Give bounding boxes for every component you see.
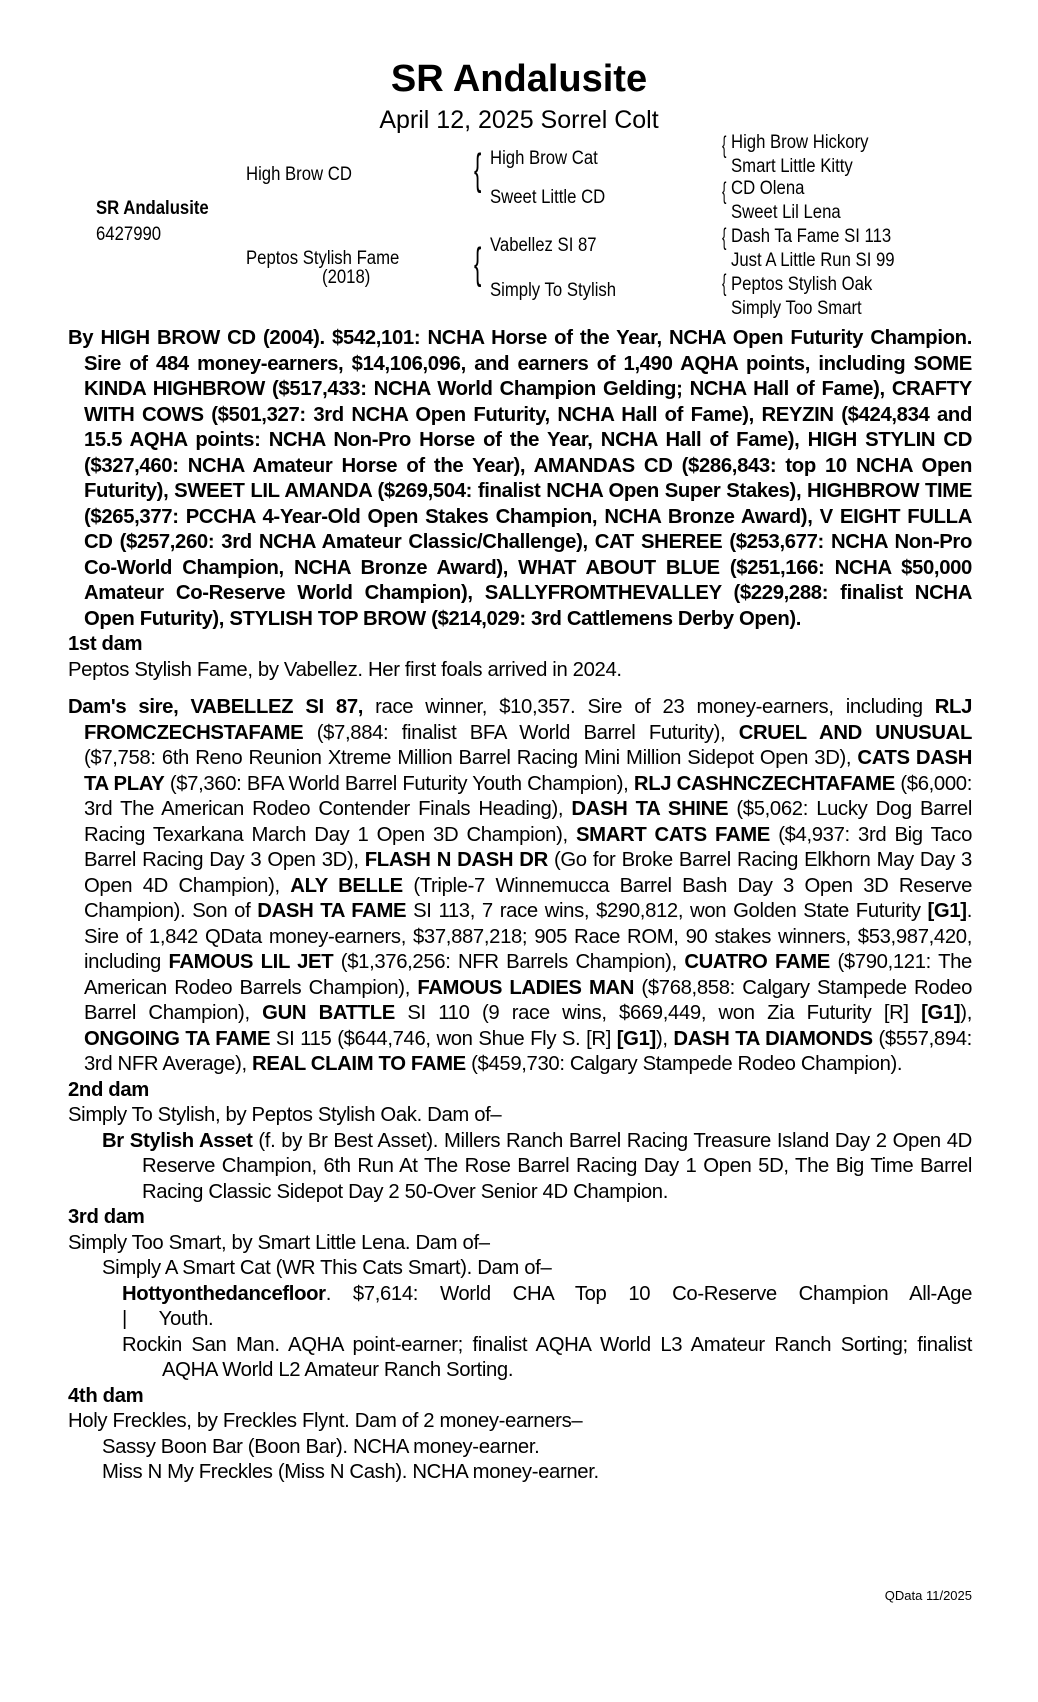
text-run: SI 113, 7 race wins, $290,812, won Golden State Futurity [406, 900, 928, 922]
horse-name: CRUEL AND UNUSUAL [738, 721, 972, 744]
text-run: SI 115 ($644,746, won Shue Fly S. [R] [270, 1027, 617, 1050]
text-run: SI 110 (9 race wins, $669,449, won Zia Futurity [R] [394, 1002, 922, 1024]
fourth-dam-heading: 4th dam [68, 1384, 144, 1407]
third-dam-heading: 3rd dam [68, 1206, 145, 1228]
grandproduce-1-cont: | Youth. [122, 1308, 214, 1330]
brace-icon: { [722, 132, 727, 159]
fourth-dam-produce: Miss N My Freckles (Miss N Cash). NCHA money-earner. [102, 1461, 599, 1483]
produce-text: Youth. [158, 1308, 214, 1330]
first-dam-text: Peptos Stylish Fame, by Vabellez. Her first foals arrived in 2024. [68, 658, 622, 681]
horse-name: RLJ CASHNCZECHTAFAME [633, 772, 895, 795]
produce-name: Hottyonthedancefloor [122, 1282, 326, 1305]
sire-paragraph: By HIGH BROW CD (2004). $542,101: NCHA Horse of the Year, NCHA Open Futurity Champion. Sire of 484 money-earners, $14,106,096, and earners of 1,490 AQHA points, including SOME KINDA HIGHBROW ($517,433: NCHA World Champion Gelding; NCHA Hall of Fame), CRAFTY WITH COWS ($501,327: 3rd NCHA Open Futurity, NCHA Hall of Fame), REYZIN ($424,834 and 15.5 AQHA points: NCHA Non-Pro Horse of the Year, NCHA Hall of Fame), HIGH STYLIN CD ($327,460: NCHA Amateur Horse of the Year), AMANDAS CD ($286,843: top 10 NCHA Open Futurity), SWEET LIL AMANDA ($269,504: finalist NCHA Open Super Stakes), HIGHBROW TIME ($265,377: PCCHA 4-Year-Old Open Stakes Champion, NCHA Bronze Award), V EIGHT FULLA CD ($257,260: 3rd NCHA Amateur Classic/Challenge), CAT SHEREE ($253,677: NCHA Non-Pro Co-World Champion, NCHA Bronze Award), WHAT ABOUT BLUE ($251,166: NCHA $50,000 Amateur Co-Reserve World Champion), SALLYFROMTHEVALLEY ($229,288: finalist NCHA Open Futurity), STYLISH TOP BROW ($214,029: 3rd Cattlemens Derby Open). [68, 327, 972, 630]
horse-name: CATS DASH TA PLAY [84, 747, 972, 795]
brace-icon: { [722, 178, 727, 205]
gen3-ancestor: Sweet Lil Lena [731, 202, 841, 223]
brace-icon: { [722, 270, 727, 297]
fourth-dam-produce: Sassy Boon Bar (Boon Bar). NCHA money-earner. [102, 1435, 540, 1458]
foaling-subtitle: April 12, 2025 Sorrel Colt [379, 106, 659, 134]
produce-text: (f. by Br Best Asset). Millers Ranch Barrel Racing Treasure Island Day 2 Open 4D Reserve Champion, 6th Run At The Rose Barrel Racing Day 1 Open 5D, The Big Time Barrel Racing Classic Sidepot Day 2 50-Over Senior 4D Champion. [142, 1129, 972, 1203]
gen3-ancestor: Simply Too Smart [731, 298, 862, 319]
third-dam-text: Simply Too Smart, by Smart Little Lena. Dam of– [68, 1231, 490, 1254]
horse-name: CUATRO FAME [684, 951, 830, 973]
third-dam-produce: Simply A Smart Cat (WR This Cats Smart). Dam of– [102, 1257, 552, 1279]
text-run: . Sire of 1,842 QData money-earners, $37,887,218; 905 Race ROM, 90 stakes winners, $53,987,420, including [84, 900, 972, 973]
footer-credit: QData 11/2025 [884, 1588, 972, 1603]
brace-icon: { [722, 224, 727, 251]
text-run: ($4,937: 3rd Big Taco Barrel Racing Day 3 Open 3D), [84, 823, 973, 871]
dams-sire-label: Dam's sire, VABELLEZ SI 87, [68, 696, 364, 718]
horse-name: RLJ FROMCZECHSTAFAME [84, 696, 972, 744]
first-dam-heading: 1st dam [68, 633, 143, 655]
sire-name: High Brow CD [246, 164, 352, 185]
gen3-ancestor: Dash Ta Fame SI 113 [731, 226, 892, 247]
horse-name: FLASH N DASH DR [364, 849, 548, 871]
horse-name: DASH TA SHINE [571, 798, 729, 820]
gen3-ancestor: Smart Little Kitty [731, 156, 853, 177]
dam-sire-name: Vabellez SI 87 [490, 235, 597, 256]
dam-dam-name: Simply To Stylish [490, 280, 617, 301]
text-run: ($7,884: finalist BFA World Barrel Futurity), [303, 721, 739, 744]
text-run: ($5,062: Lucky Dog Barrel Racing Texarkana March Day 1 Open 3D Champion), [84, 798, 972, 846]
horse-name: REAL CLAIM TO FAME [252, 1053, 466, 1075]
text-run: ($557,894: 3rd NFR Average), [84, 1027, 972, 1075]
grade-badge: [G1] [616, 1027, 656, 1050]
gen3-ancestor: High Brow Hickory [731, 132, 869, 153]
dams-sire-paragraph [68, 695, 972, 1078]
grade-badge: [G1] [921, 1002, 961, 1024]
text-run: race winner, $10,357. Sire of 23 money-earners, including [363, 696, 935, 718]
sire-dam-name: Sweet Little CD [490, 187, 606, 208]
text-run: ($7,758: 6th Reno Reunion Xtreme Million Barrel Racing Mini Million Sidepot Open 3D), [84, 747, 858, 769]
subject-name: SR Andalusite [96, 198, 209, 219]
dam-name: Peptos Stylish Fame [246, 248, 400, 269]
subject-reg-number: 6427990 [96, 224, 162, 245]
grandproduce-2: Rockin San Man. AQHA point-earner; finalist AQHA World L3 Amateur Ranch Sorting; finalist AQHA World L2 Amateur Ranch Sorting. [122, 1333, 972, 1381]
grade-badge: [G1] [927, 900, 967, 922]
produce-name: Br Stylish Asset [102, 1129, 253, 1152]
dam-year: (2018) [322, 267, 371, 288]
text-run: ($7,360: BFA World Barrel Futurity Youth Champion), [164, 772, 634, 795]
text-run: ($768,858: Calgary Stampede Rodeo Barrel Champion), [84, 976, 973, 1024]
text-run: ($6,000: 3rd The American Rodeo Contender Finals Heading), [84, 772, 972, 820]
horse-name: ALY BELLE [290, 874, 403, 897]
text-run: ), [960, 1002, 972, 1024]
horse-name: DASH TA DIAMONDS [673, 1027, 873, 1050]
gen3-ancestor: Peptos Stylish Oak [731, 274, 873, 295]
second-dam-text: Simply To Stylish, by Peptos Stylish Oak. Dam of– [68, 1104, 502, 1126]
horse-name: GUN BATTLE [262, 1002, 395, 1024]
text-run: (Go for Broke Barrel Racing Elkhorn May Day 3 Open 4D Champion), [84, 849, 972, 897]
second-dam-produce [68, 1129, 972, 1206]
gen3-ancestor: Just A Little Run SI 99 [731, 250, 895, 271]
horse-name: FAMOUS LIL JET [168, 951, 334, 973]
second-dam-heading: 2nd dam [68, 1078, 149, 1101]
text-run: ), [655, 1027, 674, 1050]
text-run: ($459,730: Calgary Stampede Rodeo Champion). [465, 1053, 903, 1075]
catalog-body [68, 326, 972, 1486]
horse-name: SMART CATS FAME [576, 823, 770, 846]
horse-name: ONGOING TA FAME [84, 1027, 271, 1050]
produce-text: . $7,614: World CHA Top 10 Co-Reserve Champion All-Age [325, 1282, 972, 1305]
sire-sire-name: High Brow Cat [490, 148, 598, 169]
brace-icon: { [474, 145, 482, 194]
horse-name: FAMOUS LADIES MAN [417, 976, 635, 999]
grandproduce-1 [68, 1282, 972, 1308]
horse-name: DASH TA FAME [257, 900, 407, 922]
fourth-dam-text: Holy Freckles, by Freckles Flynt. Dam of 2 money-earners– [68, 1410, 583, 1432]
gen3-ancestor: CD Olena [731, 178, 805, 199]
text-run: ($1,376,256: NFR Barrels Champion), [333, 951, 685, 973]
horse-name-title: SR Andalusite [390, 58, 648, 100]
brace-icon: { [474, 239, 482, 288]
text-run: (Triple-7 Winnemucca Barrel Bash Day 3 Open 3D Reserve Champion). Son of [84, 874, 972, 922]
text-run: ($790,121: The American Rodeo Barrels Champion), [84, 951, 972, 999]
